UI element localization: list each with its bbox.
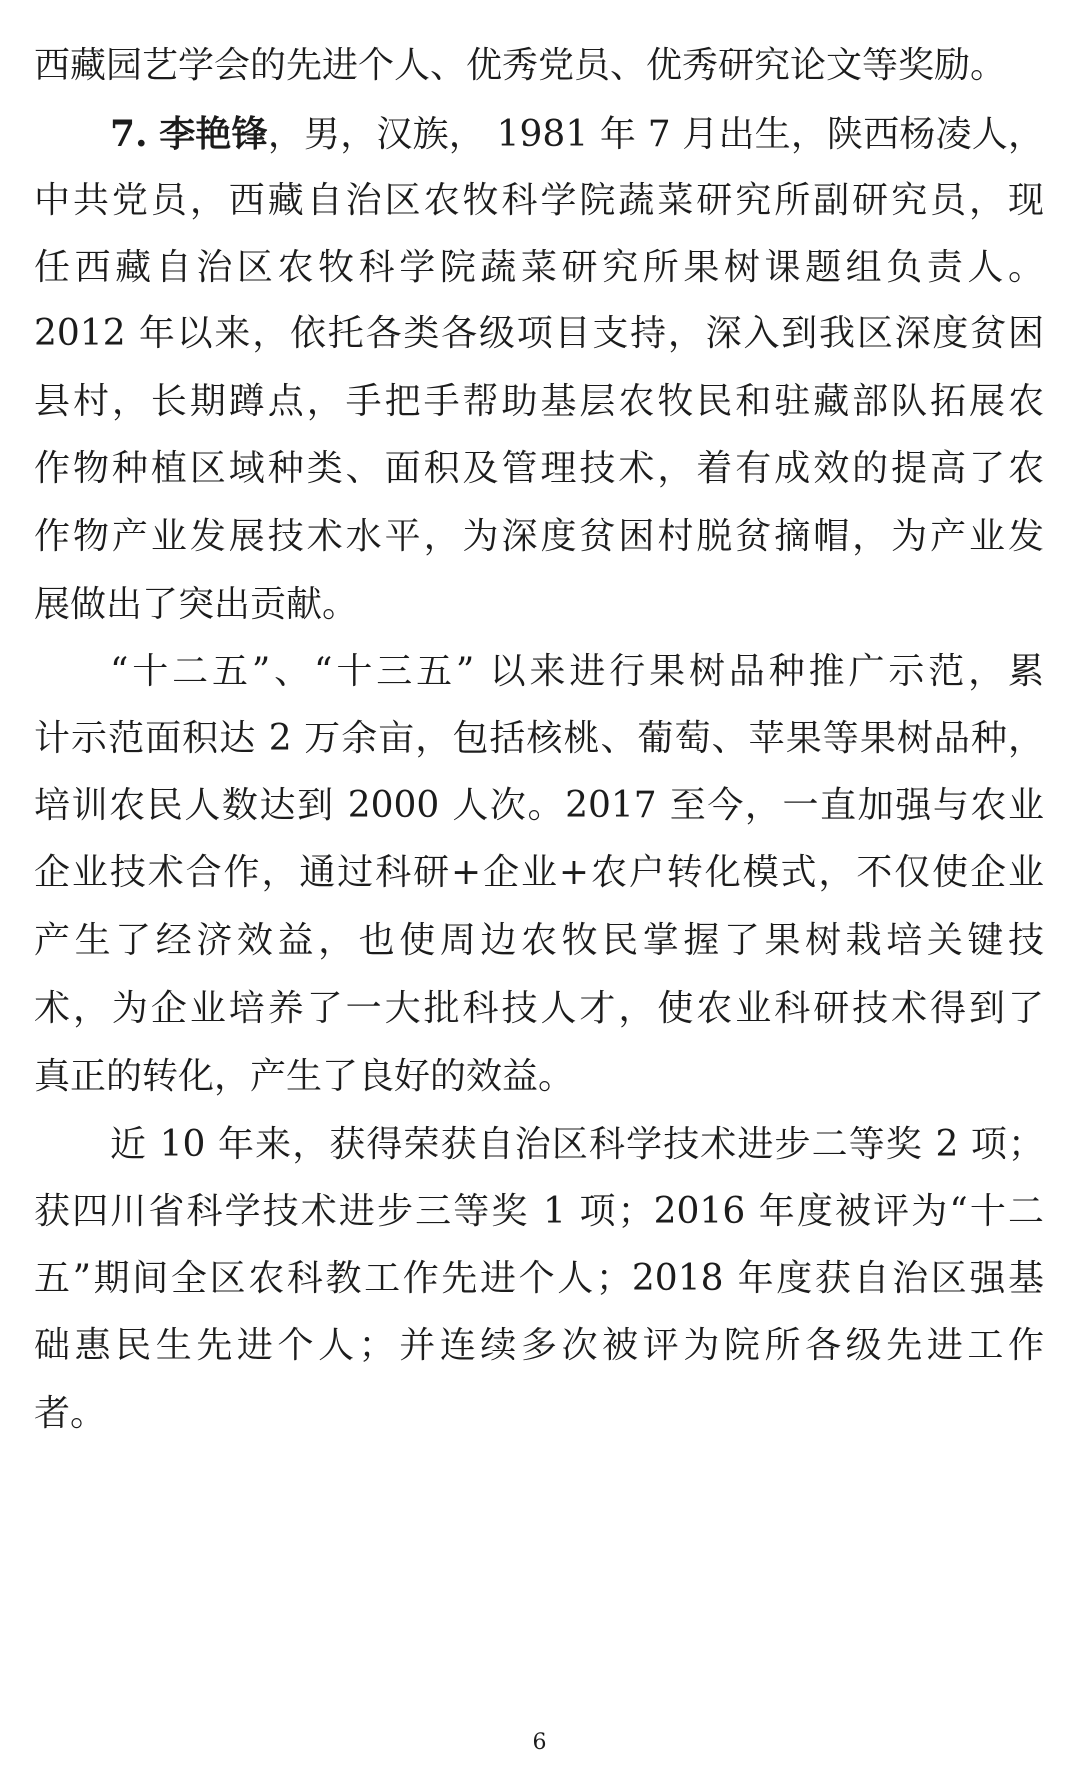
text-line: 计示范面积达 2 万余亩，包括核桃、葡萄、苹果等果树品种， — [34, 718, 1044, 759]
page-number: 6 — [532, 1730, 547, 1755]
text-line: 五”期间全区农科教工作先进个人；2018 年度获自治区强基 — [34, 1258, 1044, 1299]
text-line: 作物种植区域种类、面积及管理技术，着有成效的提高了农 — [34, 448, 1044, 489]
text-line: 获四川省科学技术进步三等奖 1 项；2016 年度被评为“十二 — [34, 1191, 1044, 1232]
text-line: 培训农民人数达到 2000 人次。2017 至今，一直加强与农业 — [34, 785, 1044, 826]
text-line: 西藏园艺学会的先进个人、优秀党员、优秀研究论文等奖励。 — [34, 45, 1007, 86]
text-line: 产生了经济效益，也使周边农牧民掌握了果树栽培关键技 — [34, 920, 1044, 961]
item-number: 7. — [110, 113, 148, 155]
text-line: “十二五”、“十三五” 以来进行果树品种推广示范，累 — [110, 651, 1044, 692]
text-line: 作物产业发展技术水平，为深度贫困村脱贫摘帽，为产业发 — [34, 516, 1044, 557]
person-name: 李艳锋 — [159, 113, 268, 155]
text-line: 企业技术合作，通过科研+企业+农户转化模式，不仅使企业 — [34, 852, 1044, 893]
text-line: 展做出了突出贡献。 — [34, 584, 359, 625]
text-line: 任西藏自治区农牧科学院蔬菜研究所果树课题组负责人。 — [34, 247, 1044, 288]
text-line: 2012 年以来，依托各类各级项目支持，深入到我区深度贫困 — [34, 313, 1044, 354]
text-line-rest: ，男，汉族， 1981 年 7 月出生，陕西杨凌人， — [267, 114, 1044, 155]
text-line: 术，为企业培养了一大批科技人才，使农业科研技术得到了 — [34, 988, 1044, 1029]
text-line-heading — [110, 106, 1044, 162]
text-line: 近 10 年来，获得荣获自治区科学技术进步二等奖 2 项； — [110, 1124, 1044, 1165]
text-line: 中共党员，西藏自治区农牧科学院蔬菜研究所副研究员，现 — [34, 180, 1044, 221]
text-line: 者。 — [34, 1393, 107, 1434]
text-line: 县村，长期蹲点，手把手帮助基层农牧民和驻藏部队拓展农 — [34, 381, 1044, 422]
text-line: 真正的转化，产生了良好的效益。 — [34, 1056, 575, 1097]
text-line: 础惠民生先进个人；并连续多次被评为院所各级先进工作 — [34, 1325, 1044, 1366]
